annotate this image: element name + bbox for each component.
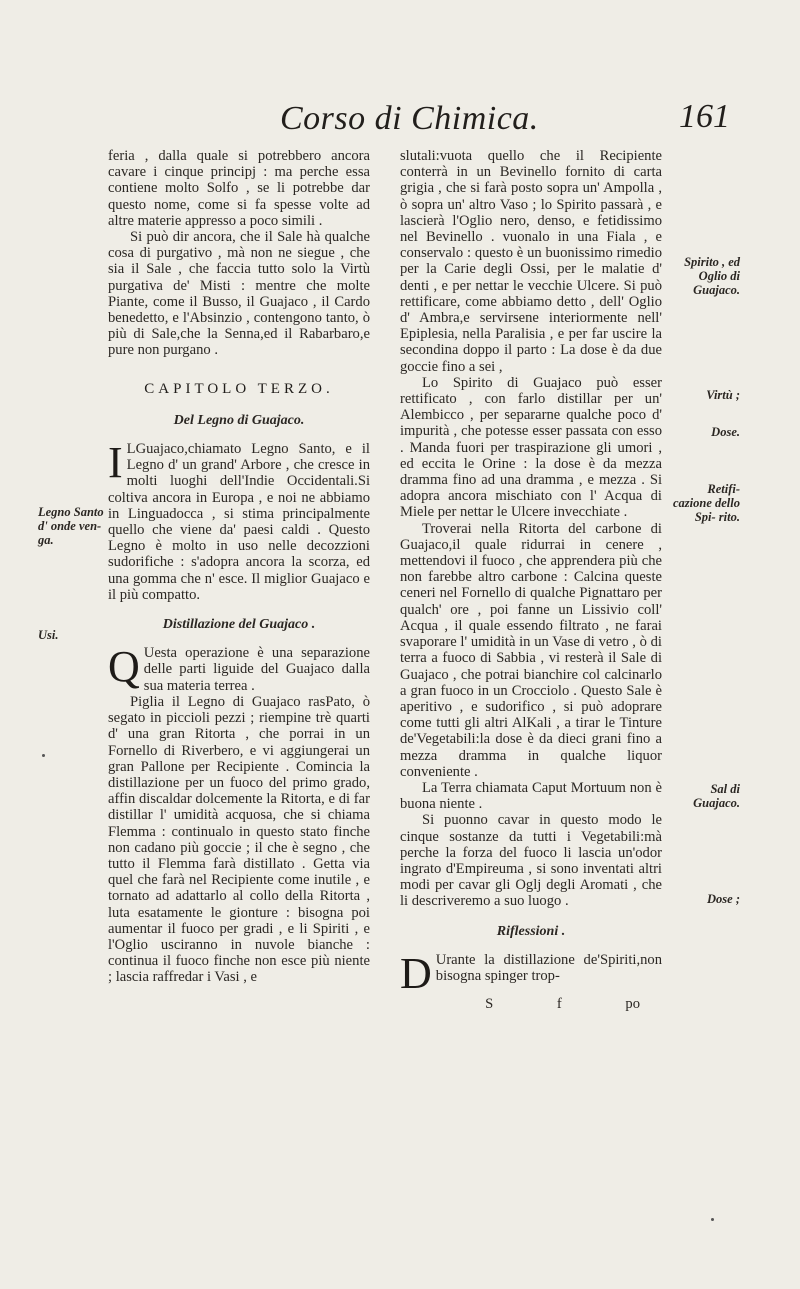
margin-note: Spirito , ed Oglio di Guajaco. [684,255,740,297]
left-column [108,148,370,986]
margin-note: Retifi- cazione dello Spi- rito. [672,482,740,524]
paragraph-with-initial [108,441,370,603]
page-number: 161 [679,98,730,135]
paragraph-with-initial [108,645,370,694]
drop-cap-initial: I [108,441,123,488]
margin-note: Virtù ; [706,388,740,402]
paragraph: feria , dalla quale si potrebbero ancora cavare i cinque principj : ma perche essa contiene molto Solfo , se li potrebbe dar questo nome, come si fa spesse volte ad altre materie appresso a poco simili . [108,148,370,229]
ink-speck [711,1218,714,1221]
margin-note: Legno Santo d' onde ven- ga. [38,505,104,547]
paragraph: La Terra chiamata Caput Mortuum non è buona niente . [400,779,662,813]
paragraph: Troverai nella Ritorta del carbone di Guajaco,il quale ridurrai in cenere , mettendovi il fuoco , che apprendera più che non farebbe altro carbone : Calcina queste ceneri nel Fornello di qualche Pignattaro per qualch' ore , poi fanne un Lissivio coll' Acqua , il quale essendo filtrato , ne farai svaporare l' umidità in un Vase di vetro , ò di terra a fuoco di Sabbia , vi resterà il Sale di Guajaco , che potrai bianchire col calcinarlo a gran fuoco in un Crocciolo . Questo Sale è aperitivo , e sudorifico , si può adoprare come tutti gli altri AlKali , a tirar le Tinture de'Vegetabili:la dose è da dieci grani fino a mezza dramma in qualche liquor conveniente . [400,520,662,780]
paragraph: Piglia il Legno di Guajaco rasPato, ò segato in piccioli pezzi ; riempine trè quarti d' una gran Ritorta , che porrai in un Fornello di Riverbero, e vi aggiungerai un gran Pallone per Recipiente . Comincia la distillazione per un fuoco del primo grado, affin discaldar dolcemente la Ritorta, e di far distillar l' umidità acquosa, che si chiama Flemma : continualo in questo stato finche non cadano più goccie ; il che è segno , che tutto il Flemma farà distillato . Getta via quel che farà nel Recipiente come inutile , e tornato ad adattarlo al collo della Ritorta , luta esatamente le gionture : bisogna poi aumentar il fuoco per gradi , e li Spiriti , e l'Oglio usciranno in nuvole bianche : continua il fuoco finche non esce più niente ; lasciа raffredar i Vasi , e [108,693,370,986]
right-column [400,148,662,1012]
paragraph: Si puonno cavar in questo modo le cinque sostanze da tutti i Vegetabili:mà perche la forza del fuoco li lascia un'odor ingrato d'Empireuma , si sono inventati altri modi per cavar gli Oglj degli Aromati , che li descriveremo a suo luogo . [400,812,662,910]
chapter-title: CAPITOLO TERZO. [144,380,334,397]
ink-speck [42,754,45,757]
paragraph: Lo Spirito di Guajaco può esser rettificato , con farlo distillar per un' Alembicco , per separarne qualche poco d' impurità , che potesse esser passata con esso . Manda fuori per traspirazione gli umori , ed eccita le Orine : la dose è da mezza dramma fino ad una dramma , e mezza . Si adopra ancora mischiato con l' Acqua di Miele per nettar le Ulcere invecchiate . [400,374,662,521]
margin-note: Sal di Guajaco. [693,782,740,810]
section-title: Riflessioni . [496,923,566,939]
paragraph: Uesta operazione è una separazione delle parti liguide del Guajaco dalla sua materia terrea . [143,645,370,694]
catchword: po [625,995,640,1012]
margin-note: Usi. [38,628,59,642]
paragraph: LGuajaco,chiamato Legno Santo, e il Legno d' un grand' Arbore , che cresce in molti luoghi dell'Indie Occidentali.Si coltiva ancora in Europa , e noi ne abbiamo in Linguadocca , si stima principalmente quello che viene da' paesi caldi . Questo Legno è molto in uso nelle decozzioni sudorifiche : s'adopra ancora la scorza, ed una gomma che n' esce. Il miglior Guajaco e il più compatto. [108,441,370,603]
drop-cap-initial: D [400,951,432,994]
paragraph: Urante la distillazione de'Spiriti,non bisogna spinger trop- [435,951,662,984]
subsection-title: Distillazione del Guajaco . [162,617,316,633]
running-title: Corso di Chimica. [280,100,539,137]
signature-mark: S f [485,995,562,1012]
paragraph: Si può dir ancora, che il Sale hà qualche cosa di purgativo , mà non ne siegue , che sia il Sale , che faccia tutto solo la Virtù purgativa de' Misti : mentre che molte Piante, come il Busso, il Guajaco , il Cardo benedetto, e l'Absinzio , contengono tanto, ò più di Sale,che la Senna,ed il Rabarbaro,e pure non purgano . [108,229,370,359]
paragraph: slutali:vuota quello che il Recipiente conterrà in un Bevinello fornito di carta grigia , che si farà posto sopra un' Ampolla , ò sopra un' altro Vaso ; lo Spirito passarà , e lascierà l'Oglio nero, denso, e fetidissimo nel Bevinello . vuonalo in una Fiala , e conservalo : questo è un buonissimo rimedio per la Carie degli Ossi, per le malatie d' denti , e per nettar le vecchie Ulcere. Si può rettificare, come abbiamo detto , dell' Oglio d' Ambra,e servirsene interiormente nell' Epiplesia, nella Paralisia , e per far uscire la secondina doppo il parto : La dose è da due goccie fino a sei , [400,148,662,375]
signature-line [400,996,662,1012]
paragraph-with-initial [400,952,662,994]
margin-note: Dose. [711,425,740,439]
margin-note: Dose ; [707,892,740,906]
section-title: Del Legno di Guajaco. [173,412,305,428]
drop-cap-initial: Q [108,645,140,692]
page-header [250,100,730,150]
